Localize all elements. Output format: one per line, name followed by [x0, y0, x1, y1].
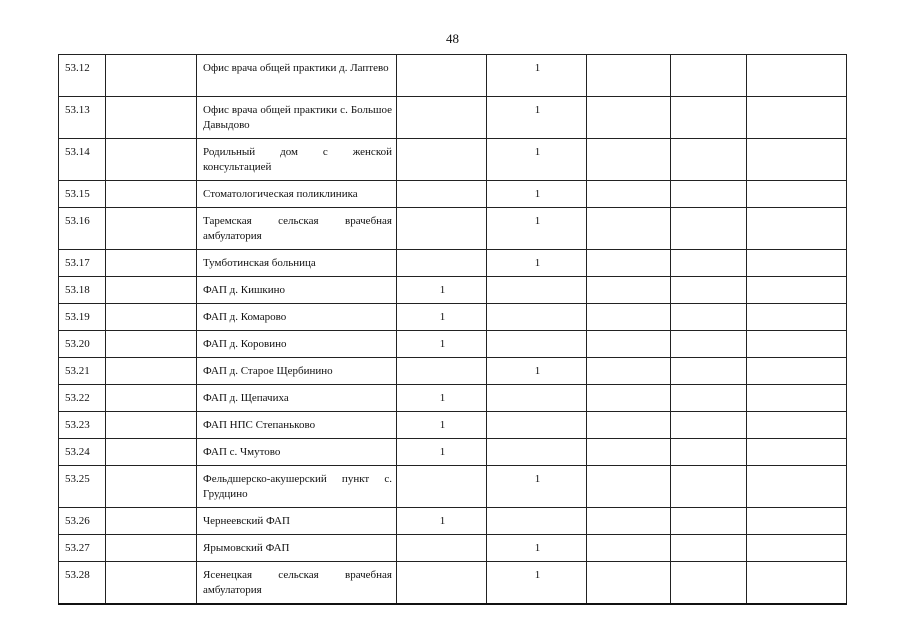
table-row	[59, 466, 847, 508]
table-row	[59, 97, 847, 139]
value-a-cell	[397, 250, 487, 277]
value-b-cell	[487, 277, 587, 304]
row-empty-cell	[747, 97, 847, 139]
row-empty-cell	[587, 277, 671, 304]
facilities-table	[58, 54, 847, 605]
row-empty-cell	[106, 466, 197, 508]
value-b-cell: 1	[487, 181, 587, 208]
row-empty-cell	[671, 562, 747, 605]
row-empty-cell	[671, 181, 747, 208]
table-row	[59, 385, 847, 412]
row-number-cell: 53.13	[59, 97, 106, 139]
row-empty-cell	[587, 331, 671, 358]
row-empty-cell	[587, 466, 671, 508]
row-empty-cell	[106, 277, 197, 304]
table-row	[59, 562, 847, 605]
row-number-cell: 53.22	[59, 385, 106, 412]
value-b-cell	[487, 304, 587, 331]
row-number-cell: 53.26	[59, 508, 106, 535]
row-number-cell: 53.27	[59, 535, 106, 562]
facility-name-cell: Чернеевский ФАП	[197, 508, 397, 535]
row-empty-cell	[106, 385, 197, 412]
row-empty-cell	[587, 208, 671, 250]
row-empty-cell	[747, 358, 847, 385]
row-empty-cell	[671, 55, 747, 97]
facility-name-cell: Родильный дом с женской консультацией	[197, 139, 397, 181]
value-a-cell: 1	[397, 508, 487, 535]
table-row	[59, 250, 847, 277]
row-empty-cell	[671, 358, 747, 385]
facility-name-cell: ФАП с. Чмутово	[197, 439, 397, 466]
row-empty-cell	[587, 385, 671, 412]
row-number-cell: 53.25	[59, 466, 106, 508]
row-number-cell: 53.20	[59, 331, 106, 358]
row-empty-cell	[671, 439, 747, 466]
row-number-cell: 53.24	[59, 439, 106, 466]
table-row	[59, 139, 847, 181]
table-row	[59, 412, 847, 439]
facility-name-cell: Таремская сельская врачебная амбулатория	[197, 208, 397, 250]
value-b-cell: 1	[487, 466, 587, 508]
row-empty-cell	[587, 358, 671, 385]
row-empty-cell	[747, 385, 847, 412]
row-empty-cell	[671, 385, 747, 412]
table-row	[59, 304, 847, 331]
table-row	[59, 358, 847, 385]
row-number-cell: 53.14	[59, 139, 106, 181]
row-number-cell: 53.21	[59, 358, 106, 385]
facility-name-cell: ФАП д. Комарово	[197, 304, 397, 331]
value-b-cell	[487, 412, 587, 439]
row-empty-cell	[106, 562, 197, 605]
row-empty-cell	[106, 439, 197, 466]
row-empty-cell	[106, 97, 197, 139]
row-empty-cell	[106, 412, 197, 439]
row-number-cell: 53.16	[59, 208, 106, 250]
table-row	[59, 535, 847, 562]
row-empty-cell	[747, 139, 847, 181]
value-a-cell	[397, 55, 487, 97]
facility-name-cell: Тумботинская больница	[197, 250, 397, 277]
row-empty-cell	[747, 277, 847, 304]
row-empty-cell	[106, 139, 197, 181]
value-a-cell: 1	[397, 439, 487, 466]
value-a-cell	[397, 208, 487, 250]
row-empty-cell	[587, 535, 671, 562]
row-empty-cell	[671, 466, 747, 508]
row-empty-cell	[106, 508, 197, 535]
value-a-cell	[397, 97, 487, 139]
facility-name-cell: ФАП НПС Степаньково	[197, 412, 397, 439]
value-a-cell: 1	[397, 304, 487, 331]
row-empty-cell	[747, 181, 847, 208]
row-number-cell: 53.19	[59, 304, 106, 331]
row-empty-cell	[747, 208, 847, 250]
row-empty-cell	[671, 277, 747, 304]
row-empty-cell	[747, 304, 847, 331]
value-b-cell: 1	[487, 535, 587, 562]
row-empty-cell	[747, 535, 847, 562]
row-empty-cell	[747, 412, 847, 439]
row-number-cell: 53.28	[59, 562, 106, 605]
facility-name-cell: ФАП д. Щепачиха	[197, 385, 397, 412]
table-row	[59, 181, 847, 208]
row-empty-cell	[106, 331, 197, 358]
value-a-cell: 1	[397, 412, 487, 439]
row-empty-cell	[587, 412, 671, 439]
value-b-cell	[487, 385, 587, 412]
value-a-cell	[397, 466, 487, 508]
row-empty-cell	[587, 439, 671, 466]
value-a-cell	[397, 181, 487, 208]
row-empty-cell	[587, 55, 671, 97]
row-empty-cell	[587, 508, 671, 535]
row-empty-cell	[747, 466, 847, 508]
value-b-cell: 1	[487, 55, 587, 97]
row-empty-cell	[671, 331, 747, 358]
row-number-cell: 53.23	[59, 412, 106, 439]
row-empty-cell	[587, 304, 671, 331]
row-empty-cell	[671, 304, 747, 331]
value-a-cell	[397, 562, 487, 605]
table-row	[59, 439, 847, 466]
value-b-cell	[487, 508, 587, 535]
row-empty-cell	[671, 535, 747, 562]
table-row	[59, 55, 847, 97]
table-row	[59, 331, 847, 358]
row-empty-cell	[587, 139, 671, 181]
facility-name-cell: Ясенецкая сельская врачебная амбулатория	[197, 562, 397, 605]
table-row	[59, 208, 847, 250]
value-b-cell: 1	[487, 97, 587, 139]
value-b-cell: 1	[487, 358, 587, 385]
value-a-cell	[397, 535, 487, 562]
row-empty-cell	[747, 508, 847, 535]
row-empty-cell	[671, 97, 747, 139]
row-empty-cell	[671, 139, 747, 181]
value-a-cell	[397, 358, 487, 385]
table-row	[59, 508, 847, 535]
row-empty-cell	[106, 535, 197, 562]
row-empty-cell	[747, 439, 847, 466]
facility-name-cell: Офис врача общей практики д. Лаптево	[197, 55, 397, 97]
table-row	[59, 277, 847, 304]
value-a-cell: 1	[397, 385, 487, 412]
row-empty-cell	[587, 181, 671, 208]
row-empty-cell	[747, 55, 847, 97]
facility-name-cell: ФАП д. Коровино	[197, 331, 397, 358]
row-number-cell: 53.12	[59, 55, 106, 97]
row-empty-cell	[747, 562, 847, 605]
facility-name-cell: Фельдшерско-акушерский пункт с. Грудцино	[197, 466, 397, 508]
row-empty-cell	[106, 250, 197, 277]
facility-name-cell: ФАП д. Старое Щербинино	[197, 358, 397, 385]
row-empty-cell	[106, 304, 197, 331]
value-b-cell	[487, 439, 587, 466]
row-empty-cell	[671, 412, 747, 439]
row-number-cell: 53.18	[59, 277, 106, 304]
page-number: 48	[446, 31, 459, 46]
facility-name-cell: Ярымовский ФАП	[197, 535, 397, 562]
row-empty-cell	[106, 181, 197, 208]
value-b-cell	[487, 331, 587, 358]
value-b-cell: 1	[487, 562, 587, 605]
row-empty-cell	[587, 97, 671, 139]
row-empty-cell	[747, 250, 847, 277]
row-number-cell: 53.17	[59, 250, 106, 277]
table-body	[59, 55, 847, 605]
value-b-cell: 1	[487, 208, 587, 250]
value-b-cell: 1	[487, 250, 587, 277]
row-number-cell: 53.15	[59, 181, 106, 208]
facility-name-cell: Офис врача общей практики с. Большое Давыдово	[197, 97, 397, 139]
value-a-cell	[397, 139, 487, 181]
facility-name-cell: Стоматологическая поликлиника	[197, 181, 397, 208]
row-empty-cell	[587, 562, 671, 605]
row-empty-cell	[106, 55, 197, 97]
row-empty-cell	[671, 250, 747, 277]
row-empty-cell	[671, 208, 747, 250]
value-b-cell: 1	[487, 139, 587, 181]
row-empty-cell	[106, 358, 197, 385]
value-a-cell: 1	[397, 331, 487, 358]
facility-name-cell: ФАП д. Кишкино	[197, 277, 397, 304]
row-empty-cell	[587, 250, 671, 277]
row-empty-cell	[106, 208, 197, 250]
row-empty-cell	[747, 331, 847, 358]
value-a-cell: 1	[397, 277, 487, 304]
row-empty-cell	[671, 508, 747, 535]
